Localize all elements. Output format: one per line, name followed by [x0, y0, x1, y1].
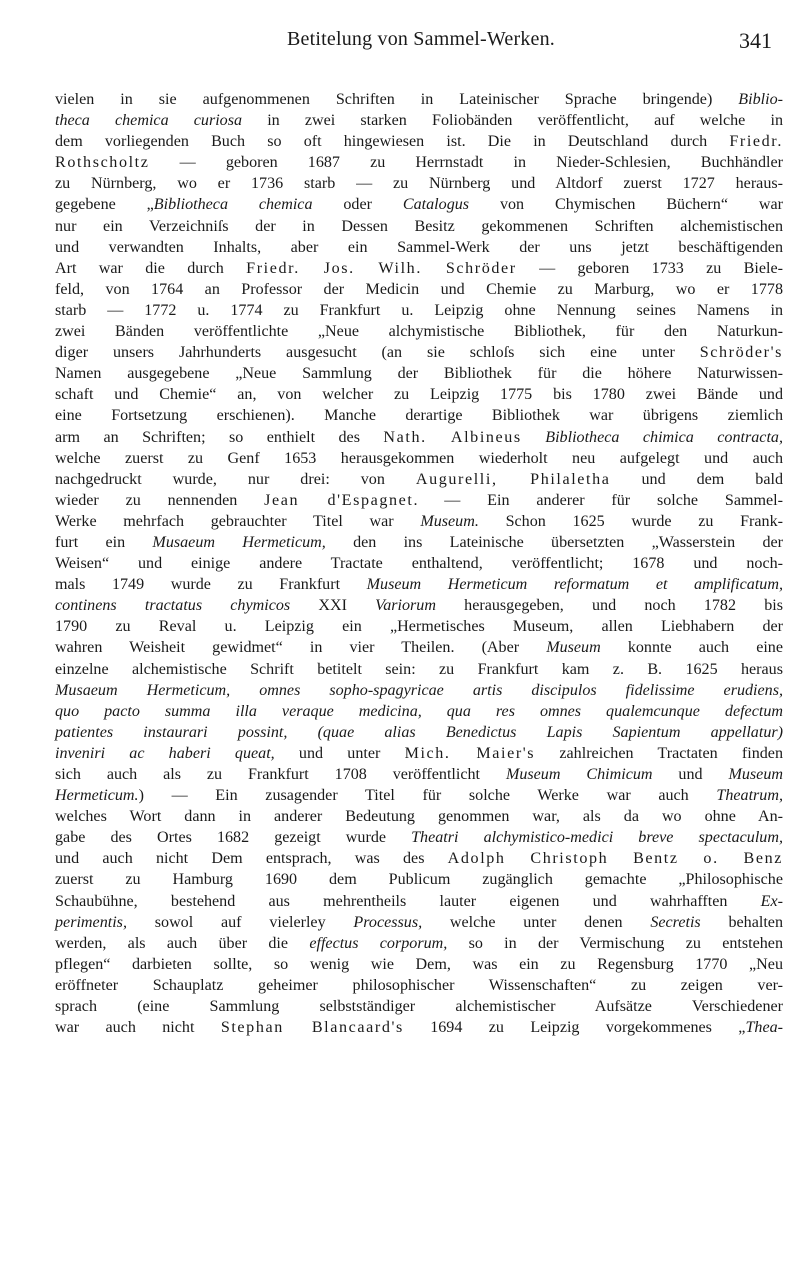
text-run: . — Ein anderer für solche Sammel-: [413, 491, 783, 509]
text-run: schaft und Chemie“ an, von welcher zu Leipzig 1775 bis 1780 zwei Bände und: [55, 386, 783, 404]
text-run: nur ein Verzeichniſs der in Dessen Besitz gekommenen Schriften alchemistischen: [55, 217, 783, 235]
italic-run: Variorum: [375, 597, 436, 615]
italic-run: patientes instaurari possint, (quae alias Benedictus Lapis Sapientum appellatur): [55, 723, 783, 741]
text-line: [55, 891, 783, 912]
text-line: [55, 342, 783, 363]
spaced-name: Schröder's: [699, 344, 783, 362]
italic-run: Bibliotheca chimica contracta,: [545, 428, 783, 446]
text-run: war auch nicht: [55, 1019, 221, 1037]
text-run: zwei Bänden veröffentlichte „Neue alchymistische Bibliothek, für den Naturkun-: [55, 323, 783, 341]
italic-run: inveniri ac haberi queat,: [55, 744, 275, 762]
text-line: [55, 616, 783, 637]
text-run: den ins Lateinische übersetzten „Wasserstein der: [325, 533, 783, 551]
text-line: [55, 659, 783, 680]
text-line: [55, 1017, 783, 1038]
text-line: [55, 827, 783, 848]
text-run: Werke mehrfach gebrauchter Titel war: [55, 512, 421, 530]
text-run: arm an Schriften; so enthielt des: [55, 428, 384, 446]
text-line: [55, 996, 783, 1017]
text-line: [55, 405, 783, 426]
text-run: nachgedruckt wurde, nur drei: von: [55, 470, 416, 488]
text-line: [55, 701, 783, 722]
text-run: oder: [312, 196, 403, 214]
text-run: und: [652, 766, 729, 783]
text-run: so in der Vermischung zu entstehen: [447, 934, 783, 952]
text-run: dem vorliegenden Buch so oft hingewiesen ist. Die in Deutschland durch: [55, 133, 730, 151]
text-run: [522, 429, 545, 446]
text-run: in zwei starken Foliobänden veröffentlicht, auf welche in: [242, 112, 783, 130]
text-line: [55, 279, 783, 300]
text-run: eine Fortsetzung erschienen). Manche derartige Bibliothek war übrigens ziemlich: [55, 407, 783, 425]
text-run: feld, von 1764 an Professor der Medicin und Chemie zu Marburg, wo er 1778: [55, 280, 783, 298]
text-run: pflegen“ darbieten sollte, so wenig wie Dem, was ein zu Regensburg 1770 „Neu: [55, 955, 783, 973]
text-line: [55, 532, 783, 553]
text-run: — geboren 1733 zu Biele-: [516, 259, 783, 277]
text-line: [55, 764, 783, 785]
text-run: einzelne alchemistische Schrift betitelt sein: zu Frankfurt kam z. B. 1625 heraus: [55, 660, 783, 678]
text-run: eröffneter Schauplatz geheimer philosophischer Wissenschaften“ zu zeigen ver-: [55, 976, 783, 994]
text-run: — geboren 1687 zu Herrnstadt in Nieder-Schlesien, Buchhändler: [149, 154, 783, 172]
italic-run: Biblio-: [738, 91, 783, 108]
spaced-name: Mich. Maier's: [404, 744, 536, 762]
italic-run: Museum.: [420, 512, 479, 530]
text-run: und dem bald: [610, 470, 783, 488]
text-run: und auch nicht Dem entsprach, was des: [55, 850, 448, 868]
text-run: behalten: [700, 913, 784, 931]
italic-run: Secretis: [650, 913, 701, 931]
text-line: [55, 553, 783, 574]
text-run: wahren Weisheit gewidmet“ in vier Theilen. (Aber: [55, 639, 547, 657]
italic-run: Museum: [728, 766, 783, 783]
italic-run: Museum Hermeticum reformatum et amplificatum,: [366, 576, 783, 594]
text-run: herausgegeben, und noch 1782 bis: [435, 597, 783, 615]
spaced-name: Friedr.: [729, 133, 783, 151]
text-run: mals 1749 wurde zu Frankfurt: [55, 576, 367, 594]
text-run: konnte auch eine: [600, 639, 783, 657]
text-line: [55, 869, 783, 890]
italic-run: Museum: [546, 639, 601, 657]
text-run: und verwandten Inhalts, aber ein Sammel-Werk der uns jetzt beschäftigenden: [55, 238, 783, 256]
spaced-name: Rothscholtz: [55, 154, 150, 172]
text-line: [55, 131, 783, 152]
italic-run: perimentis,: [55, 913, 127, 931]
text-line: [55, 574, 783, 595]
text-run: diger unsers Jahrhunderts ausgesucht (an sie schloſs sich eine unter: [55, 344, 700, 362]
running-title: Betitelung von Sammel-Werken.: [286, 28, 556, 50]
text-run: XXI: [290, 597, 376, 615]
text-line: [55, 933, 783, 954]
text-run: ) — Ein zusagender Titel für solche Werke war auch: [138, 787, 717, 805]
italic-run: Processus,: [353, 913, 423, 931]
spaced-name: Adolph Christoph Bentz o. Benz: [447, 850, 783, 868]
text-line: [55, 258, 783, 279]
text-line: [55, 975, 783, 996]
text-line: [55, 848, 783, 869]
text-run: wieder zu nennenden: [55, 491, 265, 509]
text-run: und unter: [274, 744, 405, 762]
text-line: [55, 427, 783, 448]
text-run: sprach (eine Sammlung selbstständiger alchemistischer Aufsätze Verschiedener: [55, 998, 783, 1016]
spaced-name: Nath. Albineus: [383, 428, 522, 446]
text-line: [55, 743, 783, 764]
italic-run: Musaeum Hermeticum, omnes sopho-spagyricae artis discipulos fidelissime erudiens,: [55, 681, 783, 699]
text-run: Schaubühne, bestehend aus mehrentheils lauter eigenen und wahrhafften: [55, 892, 761, 910]
text-line: [55, 954, 783, 975]
text-line: [55, 637, 783, 658]
text-line: [55, 216, 783, 237]
text-line: [55, 152, 783, 173]
text-line: [55, 237, 783, 258]
spaced-name: Friedr. Jos. Wilh. Schröder: [246, 259, 517, 277]
body-text: [55, 89, 783, 1038]
text-line: [55, 89, 783, 110]
text-run: 1790 zu Reval u. Leipzig ein „Hermetisches Museum, allen Liebhabern der: [55, 618, 783, 636]
text-line: [55, 511, 783, 532]
page-number: 341: [739, 28, 772, 53]
text-line: [55, 384, 783, 405]
italic-run: Museum Chimicum: [505, 766, 653, 783]
text-line: [55, 173, 783, 194]
italic-run: Thea-: [745, 1019, 783, 1037]
text-run: vielen in sie aufgenommenen Schriften in Lateinischer Sprache bringende): [55, 91, 739, 108]
italic-run: quo pacto summa illa veraque medicina, qua res omnes qualemcunque defectum: [55, 702, 783, 720]
italic-run: Ex-: [760, 892, 783, 910]
text-run: welche zuerst zu Genf 1653 herausgekommen wiederholt neu aufgelegt und auch: [55, 449, 783, 467]
text-line: [55, 110, 783, 131]
text-line: [55, 300, 783, 321]
text-line: [55, 448, 783, 469]
text-line: [55, 194, 783, 215]
text-run: sowol auf vielerley: [126, 913, 354, 931]
text-run: starb — 1772 u. 1774 zu Frankfurt u. Leipzig ohne Nennung seines Namens in: [55, 301, 783, 319]
spaced-name: Jean d'Espagnet: [264, 491, 414, 509]
italic-run: continens tractatus chymicos: [55, 597, 291, 615]
text-line: [55, 469, 783, 490]
spaced-name: Stephan Blancaard's: [220, 1019, 404, 1037]
text-line: [55, 785, 783, 806]
text-run: Weisen“ und einige andere Tractate enthaltend, veröffentlicht; 1678 und noch-: [55, 555, 783, 573]
text-run: werden, als auch über die: [55, 934, 310, 952]
running-head: [70, 28, 772, 58]
text-line: [55, 595, 783, 616]
text-run: Schon 1625 wurde zu Frank-: [478, 512, 783, 530]
text-line: [55, 321, 783, 342]
spaced-name: Augurelli, Philaletha: [415, 470, 611, 488]
text-run: welches Wort dann in anderer Bedeutung genommen war, als da wo ohne An-: [55, 808, 783, 826]
text-line: [55, 363, 783, 384]
italic-run: effectus corporum,: [309, 934, 448, 952]
text-run: von Chymischen Büchern“ war: [469, 196, 783, 214]
text-line: [55, 722, 783, 743]
italic-run: Theatri alchymistico-medici breve spectaculum,: [411, 829, 783, 847]
text-line: [55, 806, 783, 827]
text-run: furt ein: [55, 533, 153, 551]
text-run: zu Nürnberg, wo er 1736 starb — zu Nürnberg und Altdorf zuerst 1727 heraus-: [55, 175, 783, 193]
text-line: [55, 680, 783, 701]
text-run: gabe des Ortes 1682 gezeigt wurde: [55, 829, 412, 847]
text-run: zahlreichen Tractaten finden: [535, 744, 783, 762]
italic-run: Theatrum,: [716, 787, 783, 805]
text-run: 1694 zu Leipzig vorgekommenes „: [403, 1019, 746, 1037]
text-run: sich auch als zu Frankfurt 1708 veröffentlicht: [55, 766, 506, 783]
text-run: Namen ausgegebene „Neue Sammlung der Bibliothek für die höhere Naturwissen-: [55, 365, 783, 383]
italic-run: theca chemica curiosa: [55, 112, 243, 130]
text-run: Art war die durch: [55, 259, 247, 277]
italic-run: Hermeticum.: [55, 787, 139, 805]
text-line: [55, 912, 783, 933]
italic-run: Bibliotheca chemica: [153, 196, 313, 214]
text-run: gegebene „: [55, 196, 154, 214]
text-run: welche unter denen: [422, 913, 651, 931]
text-line: [55, 490, 783, 511]
italic-run: Catalogus: [402, 196, 470, 214]
text-run: zuerst zu Hamburg 1690 dem Publicum zugänglich gemachte „Philosophische: [55, 871, 783, 889]
italic-run: Musaeum Hermeticum,: [152, 533, 326, 551]
